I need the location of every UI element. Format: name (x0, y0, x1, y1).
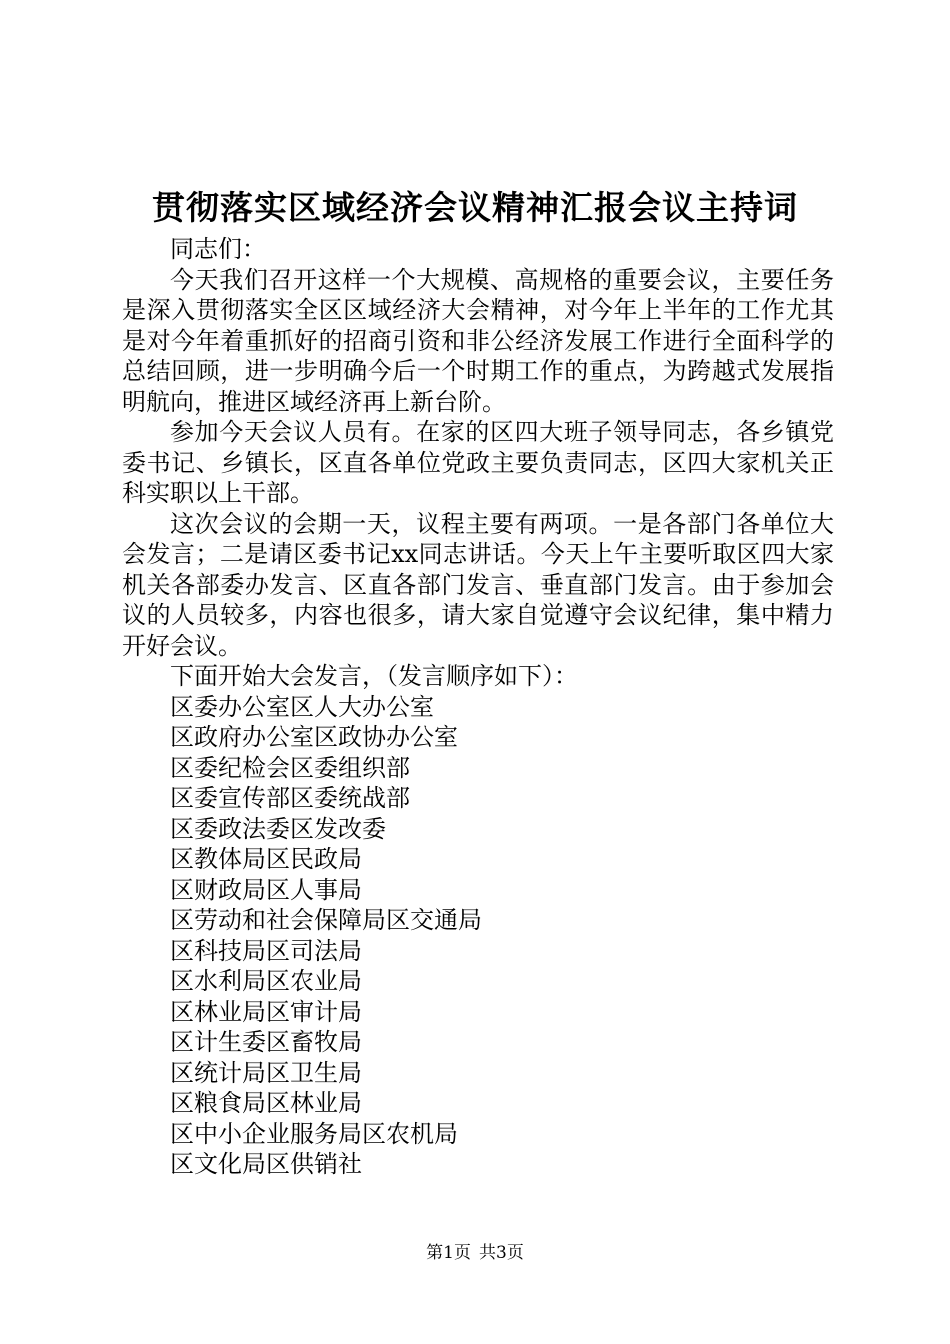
salutation: 同志们： (170, 235, 266, 263)
list-item: 区委纪检会区委组织部 (170, 753, 410, 782)
paragraph-speech-intro: 下面开始大会发言，（发言顺序如下）： (170, 662, 578, 690)
list-item: 区林业局区审计局 (170, 997, 362, 1026)
list-item: 区水利局区农业局 (170, 967, 362, 995)
list-item: 区政府办公室区政协办公室 (170, 723, 458, 751)
paragraph-agenda: 这次会议的会期一天，议程主要有两项。一是各部门各单位大会发言；二是请区委书记xx同志讲话。今天上午主要听取区四大家机关各部委办发言、区直各部门发言、垂直部门发言。由于参加会议的人员较多，内容也很多，请大家自觉遵守会议纪律，集中精力开好会议。 (122, 509, 834, 660)
document-title: 贯彻落实区域经济会议精神汇报会议主持词 (152, 188, 798, 227)
paragraph-attendees: 参加今天会议人员有。在家的区四大班子领导同志，各乡镇党委书记、乡镇长，区直各单位党政主要负责同志，区四大家机关正科实职以上干部。 (122, 418, 834, 507)
page-footer (0, 1241, 950, 1265)
list-item: 区委办公室区人大办公室 (170, 692, 434, 721)
paragraph-purpose: 今天我们召开这样一个大规模、高规格的重要会议，主要任务是深入贯彻落实全区区域经济大会精神，对今年上半年的工作尤其是对今年着重抓好的招商引资和非公经济发展工作进行全面科学的总结回顾，进一步明确今后一个时期工作的重点，为跨越式发展指明航向，推进区域经济再上新台阶。 (122, 265, 834, 416)
list-item: 区科技局区司法局 (170, 936, 362, 965)
list-item: 区计生委区畜牧局 (170, 1028, 362, 1056)
list-item: 区统计局区卫生局 (170, 1058, 362, 1087)
document-body (122, 234, 834, 1180)
list-item: 区教体局区民政局 (170, 845, 362, 873)
page-number-total: 共3页 (479, 1243, 524, 1263)
list-item: 区文化局区供销社 (170, 1150, 362, 1178)
list-item: 区委政法委区发改委 (170, 814, 386, 843)
list-item: 区委宣传部区委统战部 (170, 784, 410, 812)
list-item: 区粮食局区林业局 (170, 1089, 362, 1117)
list-item: 区劳动和社会保障局区交通局 (170, 906, 482, 934)
list-item: 区中小企业服务局区农机局 (170, 1119, 458, 1148)
speaker-list (122, 692, 834, 1180)
page-number-current: 第1页 (426, 1243, 471, 1263)
list-item: 区财政局区人事局 (170, 875, 362, 904)
